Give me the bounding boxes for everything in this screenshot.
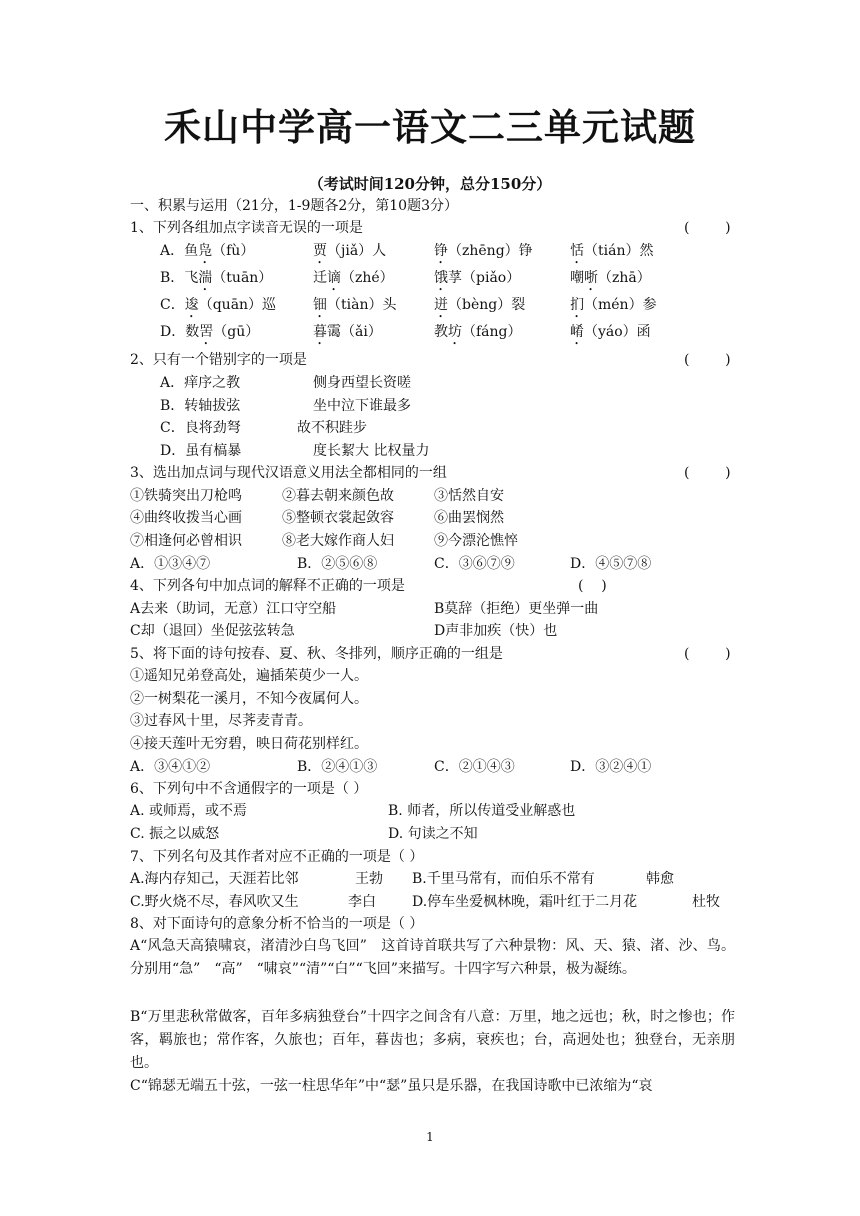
q1-option-b-2: 迁谪（zhé） [313, 270, 394, 286]
q3-option-c: C．③⑥⑦⑨ [434, 556, 515, 572]
q1-option-a-4: 恬（tián）然 [570, 243, 654, 259]
q1-option-d-1: D．数罟（gū） [160, 324, 260, 340]
q5-poem-line: ②一树梨花一溪月，不知今夜属何人。 [130, 691, 368, 707]
answer-bracket: ( ) [684, 646, 731, 662]
q2-option-a-text: 侧身西望长资嗟 [313, 375, 411, 391]
q6-option-b: B. 师者，所以传道受业解惑也 [388, 803, 576, 819]
q8-option-b: B“万里悲秋常做客，百年多病独登台”十四字之间含有八意：万里，地之远也；秋，时之惨也；作客，羁旅也；常作客，久旅也；百年，暮齿也；多病，衰疾也；台，高迥处也；独登台，无亲朋也。 [130, 1009, 735, 1071]
q6-option-c: C. 振之以威怒 [130, 826, 220, 842]
answer-bracket: ( ) [684, 465, 731, 481]
question-2-stem: 2、只有一个错别字的一项是 [130, 352, 307, 368]
exam-subtitle: （考试时间120分钟，总分150分） [308, 175, 552, 193]
question-6-stem: 6、下列句中不含通假字的一项是（ ） [130, 781, 368, 797]
q2-option-c-text: 故不积跬步 [297, 420, 367, 436]
q3-option-b: B．②⑤⑥⑧ [297, 556, 378, 572]
q3-item: ②暮去朝来颜色故 [282, 488, 394, 504]
q1-option-c-4: 扪（mén）参 [570, 297, 657, 313]
question-5-stem: 5、将下面的诗句按春、夏、秋、冬排列，顺序正确的一组是 [130, 646, 503, 662]
q1-option-c-1: C．逡（quān）巡 [160, 297, 277, 313]
q3-item: ⑨今漂沦憔悴 [434, 533, 518, 549]
q7-option-a-author: 王勃 [355, 871, 383, 887]
q1-option-d-2: 暮霭（ǎi） [313, 324, 382, 340]
q5-poem-line: ④接天莲叶无穷碧，映日荷花别样红。 [130, 736, 368, 752]
q3-item: ④曲终收拨当心画 [130, 510, 242, 526]
answer-bracket: ( ) [684, 220, 731, 236]
q7-option-a: A.海内存知己，天涯若比邻 [130, 871, 299, 887]
q1-option-a-3: 铮（zhēng）铮 [434, 243, 533, 259]
question-7-stem: 7、下列名句及其作者对应不正确的一项是（ ） [130, 849, 424, 865]
q8-option-a: A“风急天高猿啸哀，渚清沙白鸟飞回” 这首诗首联共写了六种景物：风、天、猿、渚、沙、鸟。分别用“急” “高” “啸哀”“清”“白”“飞回”来描写。十四字写六种景，极为凝练。 [130, 938, 735, 977]
q7-option-b-author: 韩愈 [646, 871, 674, 887]
q7-option-d: D.停车坐爱枫林晚，霜叶红于二月花 [412, 894, 638, 910]
q7-option-c-author: 李白 [348, 894, 376, 910]
q3-option-a: A．①③④⑦ [130, 556, 211, 572]
q4-option-c: C却（退回）坐促弦弦转急 [130, 623, 295, 639]
q3-item: ③恬然自安 [434, 488, 504, 504]
question-3-stem: 3、选出加点词与现代汉语意义用法全都相同的一组 [130, 465, 447, 481]
q1-option-b-3: 饿莩（piǎo） [434, 270, 521, 286]
q4-option-b: B莫辞（拒绝）更坐弹一曲 [434, 601, 599, 617]
question-8-stem: 8、对下面诗句的意象分析不恰当的一项是（ ） [130, 916, 424, 932]
q5-poem-line: ③过春风十里，尽荠麦青青。 [130, 713, 312, 729]
q2-option-b: B．转轴拔弦 [160, 398, 241, 414]
q3-item: ⑤整顿衣裳起敛容 [282, 510, 394, 526]
q6-option-d: D. 句读之不知 [388, 826, 478, 842]
q4-option-a: A去来（助词，无意）江口守空船 [130, 601, 337, 617]
q5-option-d: D．③②④① [570, 759, 652, 775]
q1-option-c-2: 钿（tiàn）头 [313, 297, 397, 313]
q5-poem-line: ①遥知兄弟登高处，遍插茱萸少一人。 [130, 668, 368, 684]
q3-item: ⑦相逢何必曾相识 [130, 533, 242, 549]
q1-option-b-4: 嘲哳（zhā） [570, 270, 651, 286]
q7-option-d-author: 杜牧 [692, 894, 720, 910]
answer-bracket: ( ) [684, 352, 731, 368]
question-1-stem: 1、下列各组加点字读音无误的一项是 [130, 220, 363, 236]
q1-option-a-2: 贾（jiǎ）人 [313, 243, 387, 259]
q5-option-c: C．②①④③ [434, 759, 515, 775]
q3-item: ⑧老大嫁作商人妇 [282, 533, 394, 549]
q3-item: ⑥曲罢悯然 [434, 510, 504, 526]
answer-bracket: ( ) [578, 578, 607, 594]
q7-option-b: B.千里马常有，而伯乐不常有 [412, 871, 595, 887]
q2-option-d: D．虽有槁暴 [160, 443, 242, 459]
q6-option-a: A. 或师焉，或不焉 [130, 803, 248, 819]
page-title: 禾山中学高一语文二三单元试题 [164, 105, 696, 149]
q2-option-c: C．良将劲弩 [160, 420, 241, 436]
q1-option-d-3: 教坊（fáng） [434, 324, 522, 340]
q8-option-c: C“锦瑟无端五十弦，一弦一柱思华年”中“瑟”虽只是乐器，在我国诗歌中已浓缩为“哀 [130, 1078, 653, 1094]
q1-option-a-1: A．鱼凫（fù） [160, 243, 255, 259]
q1-option-c-3: 迸（bèng）裂 [434, 297, 526, 313]
q4-option-d: D声非加疾（快）也 [434, 623, 558, 639]
q1-option-b-1: B．飞湍（tuān） [160, 270, 273, 286]
q3-option-d: D．④⑤⑦⑧ [570, 556, 652, 572]
q7-option-c: C.野火烧不尽，春风吹又生 [130, 894, 299, 910]
q2-option-d-text: 度长絜大 比权量力 [313, 443, 430, 459]
q5-option-b: B．②④①③ [297, 759, 378, 775]
q2-option-b-text: 坐中泣下谁最多 [313, 398, 411, 414]
section-heading: 一、积累与运用（21分，1-9题各2分，第10题3分） [130, 198, 458, 214]
q5-option-a: A．③④①② [130, 759, 211, 775]
q3-item: ①铁骑突出刀枪鸣 [130, 488, 242, 504]
question-4-stem: 4、下列各句中加点词的解释不正确的一项是 [130, 578, 405, 594]
page-number: 1 [426, 1130, 434, 1144]
q2-option-a: A．痒序之教 [160, 375, 241, 391]
q1-option-d-4: 崤（yáo）函 [570, 324, 651, 340]
